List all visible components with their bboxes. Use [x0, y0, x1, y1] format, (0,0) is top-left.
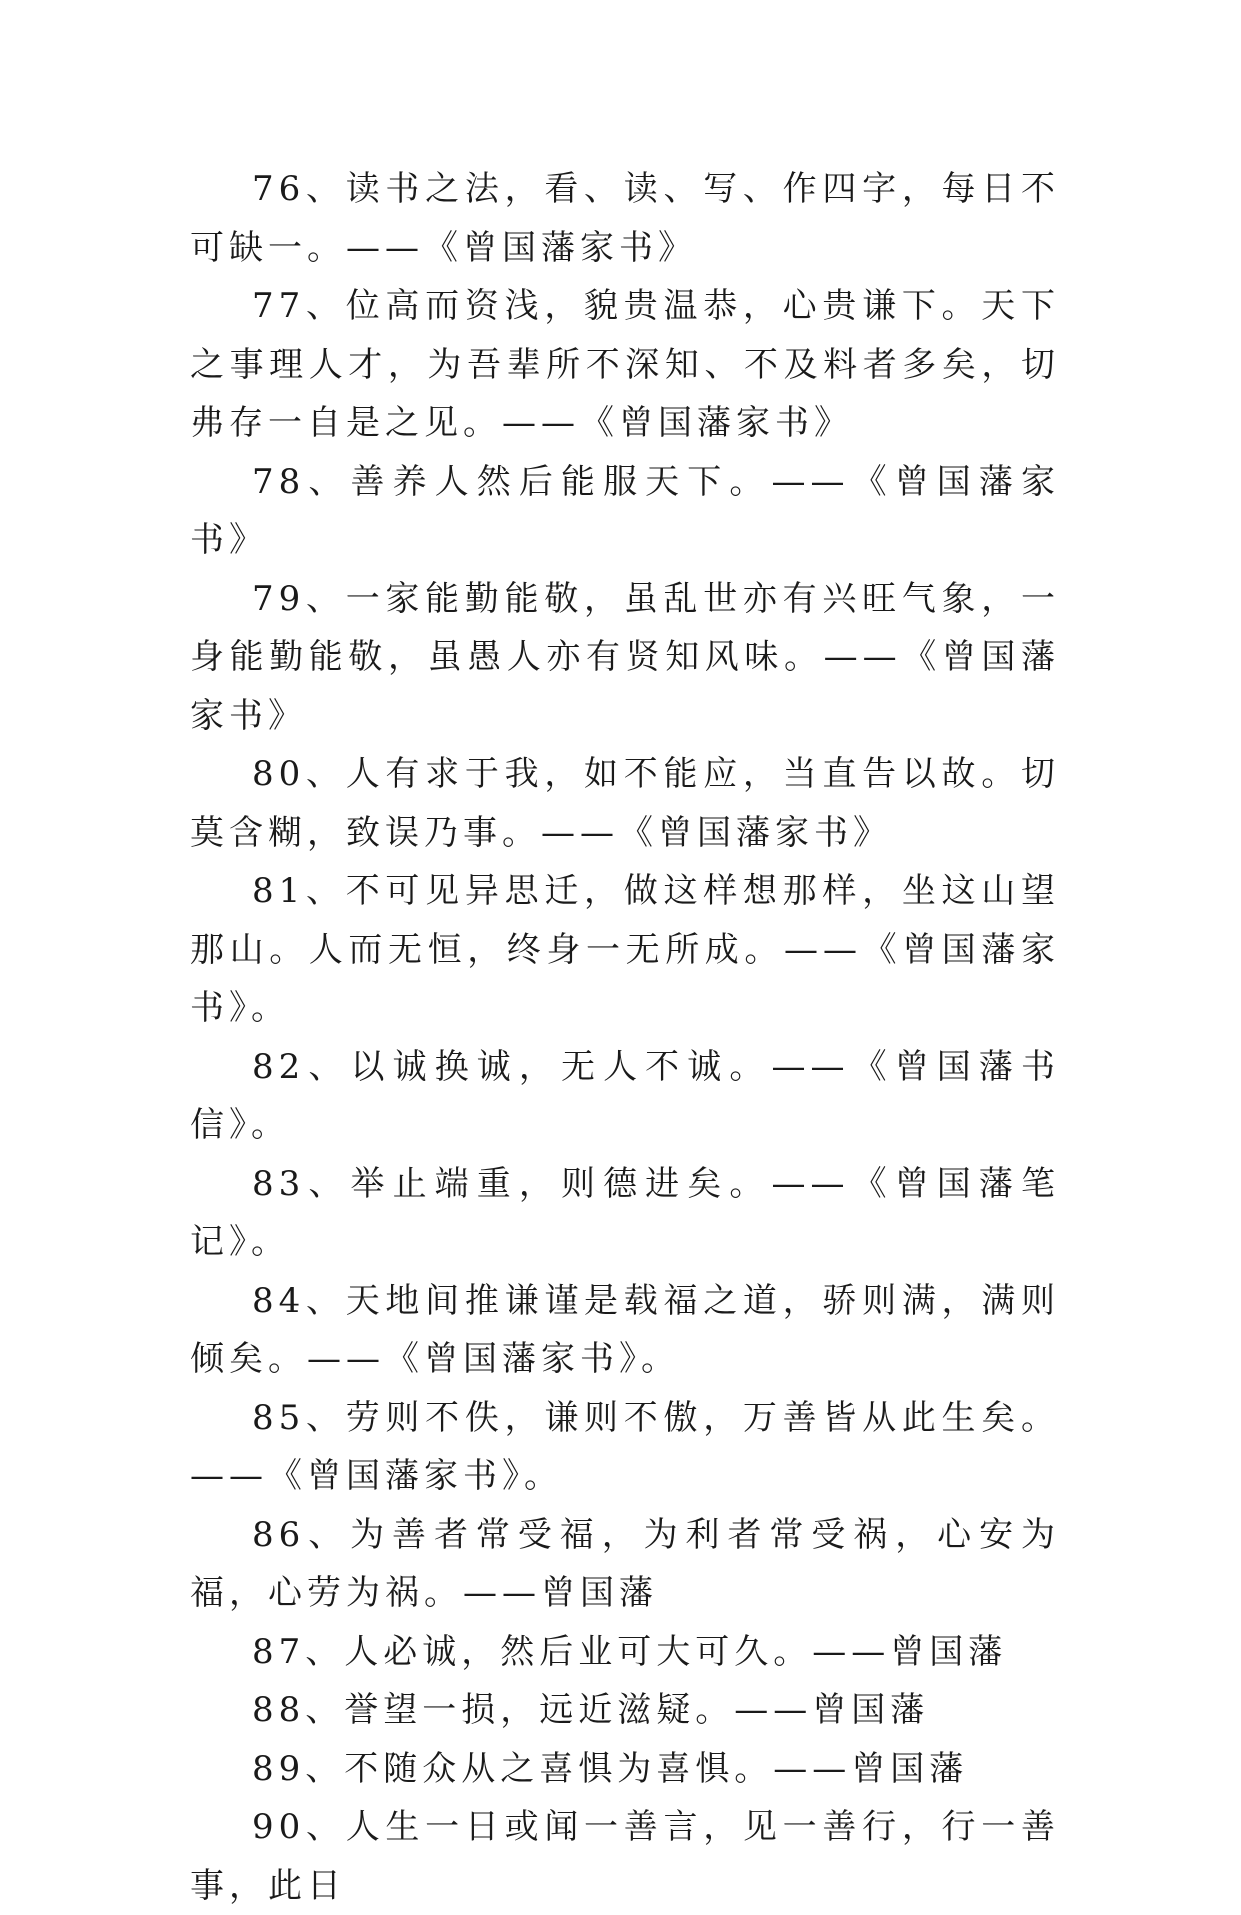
quote-paragraph-81: 81、不可见异思迁，做这样想那样，坐这山望那山。人而无恒，终身一无所成。——《曾国藩家书》。: [190, 871, 1060, 1028]
document-body: [190, 160, 1060, 1915]
quote-paragraph-85: 85、劳则不佚，谦则不傲，万善皆从此生矣。——《曾国藩家书》。: [190, 1397, 1060, 1496]
quote-paragraph-79: 79、一家能勤能敬，虽乱世亦有兴旺气象，一身能勤能敬，虽愚人亦有贤知风味。——《曾国藩家书》: [190, 578, 1060, 736]
quote-paragraph-87: 87、人必诚，然后业可大可久。——曾国藩: [252, 1631, 1008, 1672]
quote-paragraph-90: 90、人生一日或闻一善言，见一善行，行一善事，此日: [190, 1807, 1060, 1906]
quote-paragraph-88: 88、誉望一损，远近滋疑。——曾国藩: [252, 1690, 930, 1730]
quote-paragraph-84: 84、天地间推谦谨是载福之道，骄则满，满则倾矣。——《曾国藩家书》。: [190, 1280, 1060, 1379]
quote-paragraph-86: 86、为善者常受福，为利者常受祸，心安为福，心劳为祸。——曾国藩: [190, 1514, 1060, 1613]
quote-paragraph-89: 89、不随众从之喜惧为喜惧。——曾国藩: [252, 1748, 969, 1789]
quote-paragraph-76: 76、读书之法，看、读、写、作四字，每日不可缺一。——《曾国藩家书》: [190, 169, 1060, 268]
quote-paragraph-82: 82、以诚换诚，无人不诚。——《曾国藩书信》。: [190, 1046, 1060, 1145]
quote-paragraph-78: 78、善养人然后能服天下。——《曾国藩家书》: [190, 461, 1060, 560]
quote-paragraph-77: 77、位高而资浅，貌贵温恭，心贵谦下。天下之事理人才，为吾辈所不深知、不及料者多矣，切弗存一自是之见。——《曾国藩家书》: [190, 286, 1060, 443]
quote-paragraph-83: 83、举止端重，则德进矣。——《曾国藩笔记》。: [190, 1163, 1060, 1262]
quote-paragraph-80: 80、人有求于我，如不能应，当直告以故。切莫含糊，致误乃事。——《曾国藩家书》: [190, 754, 1060, 853]
